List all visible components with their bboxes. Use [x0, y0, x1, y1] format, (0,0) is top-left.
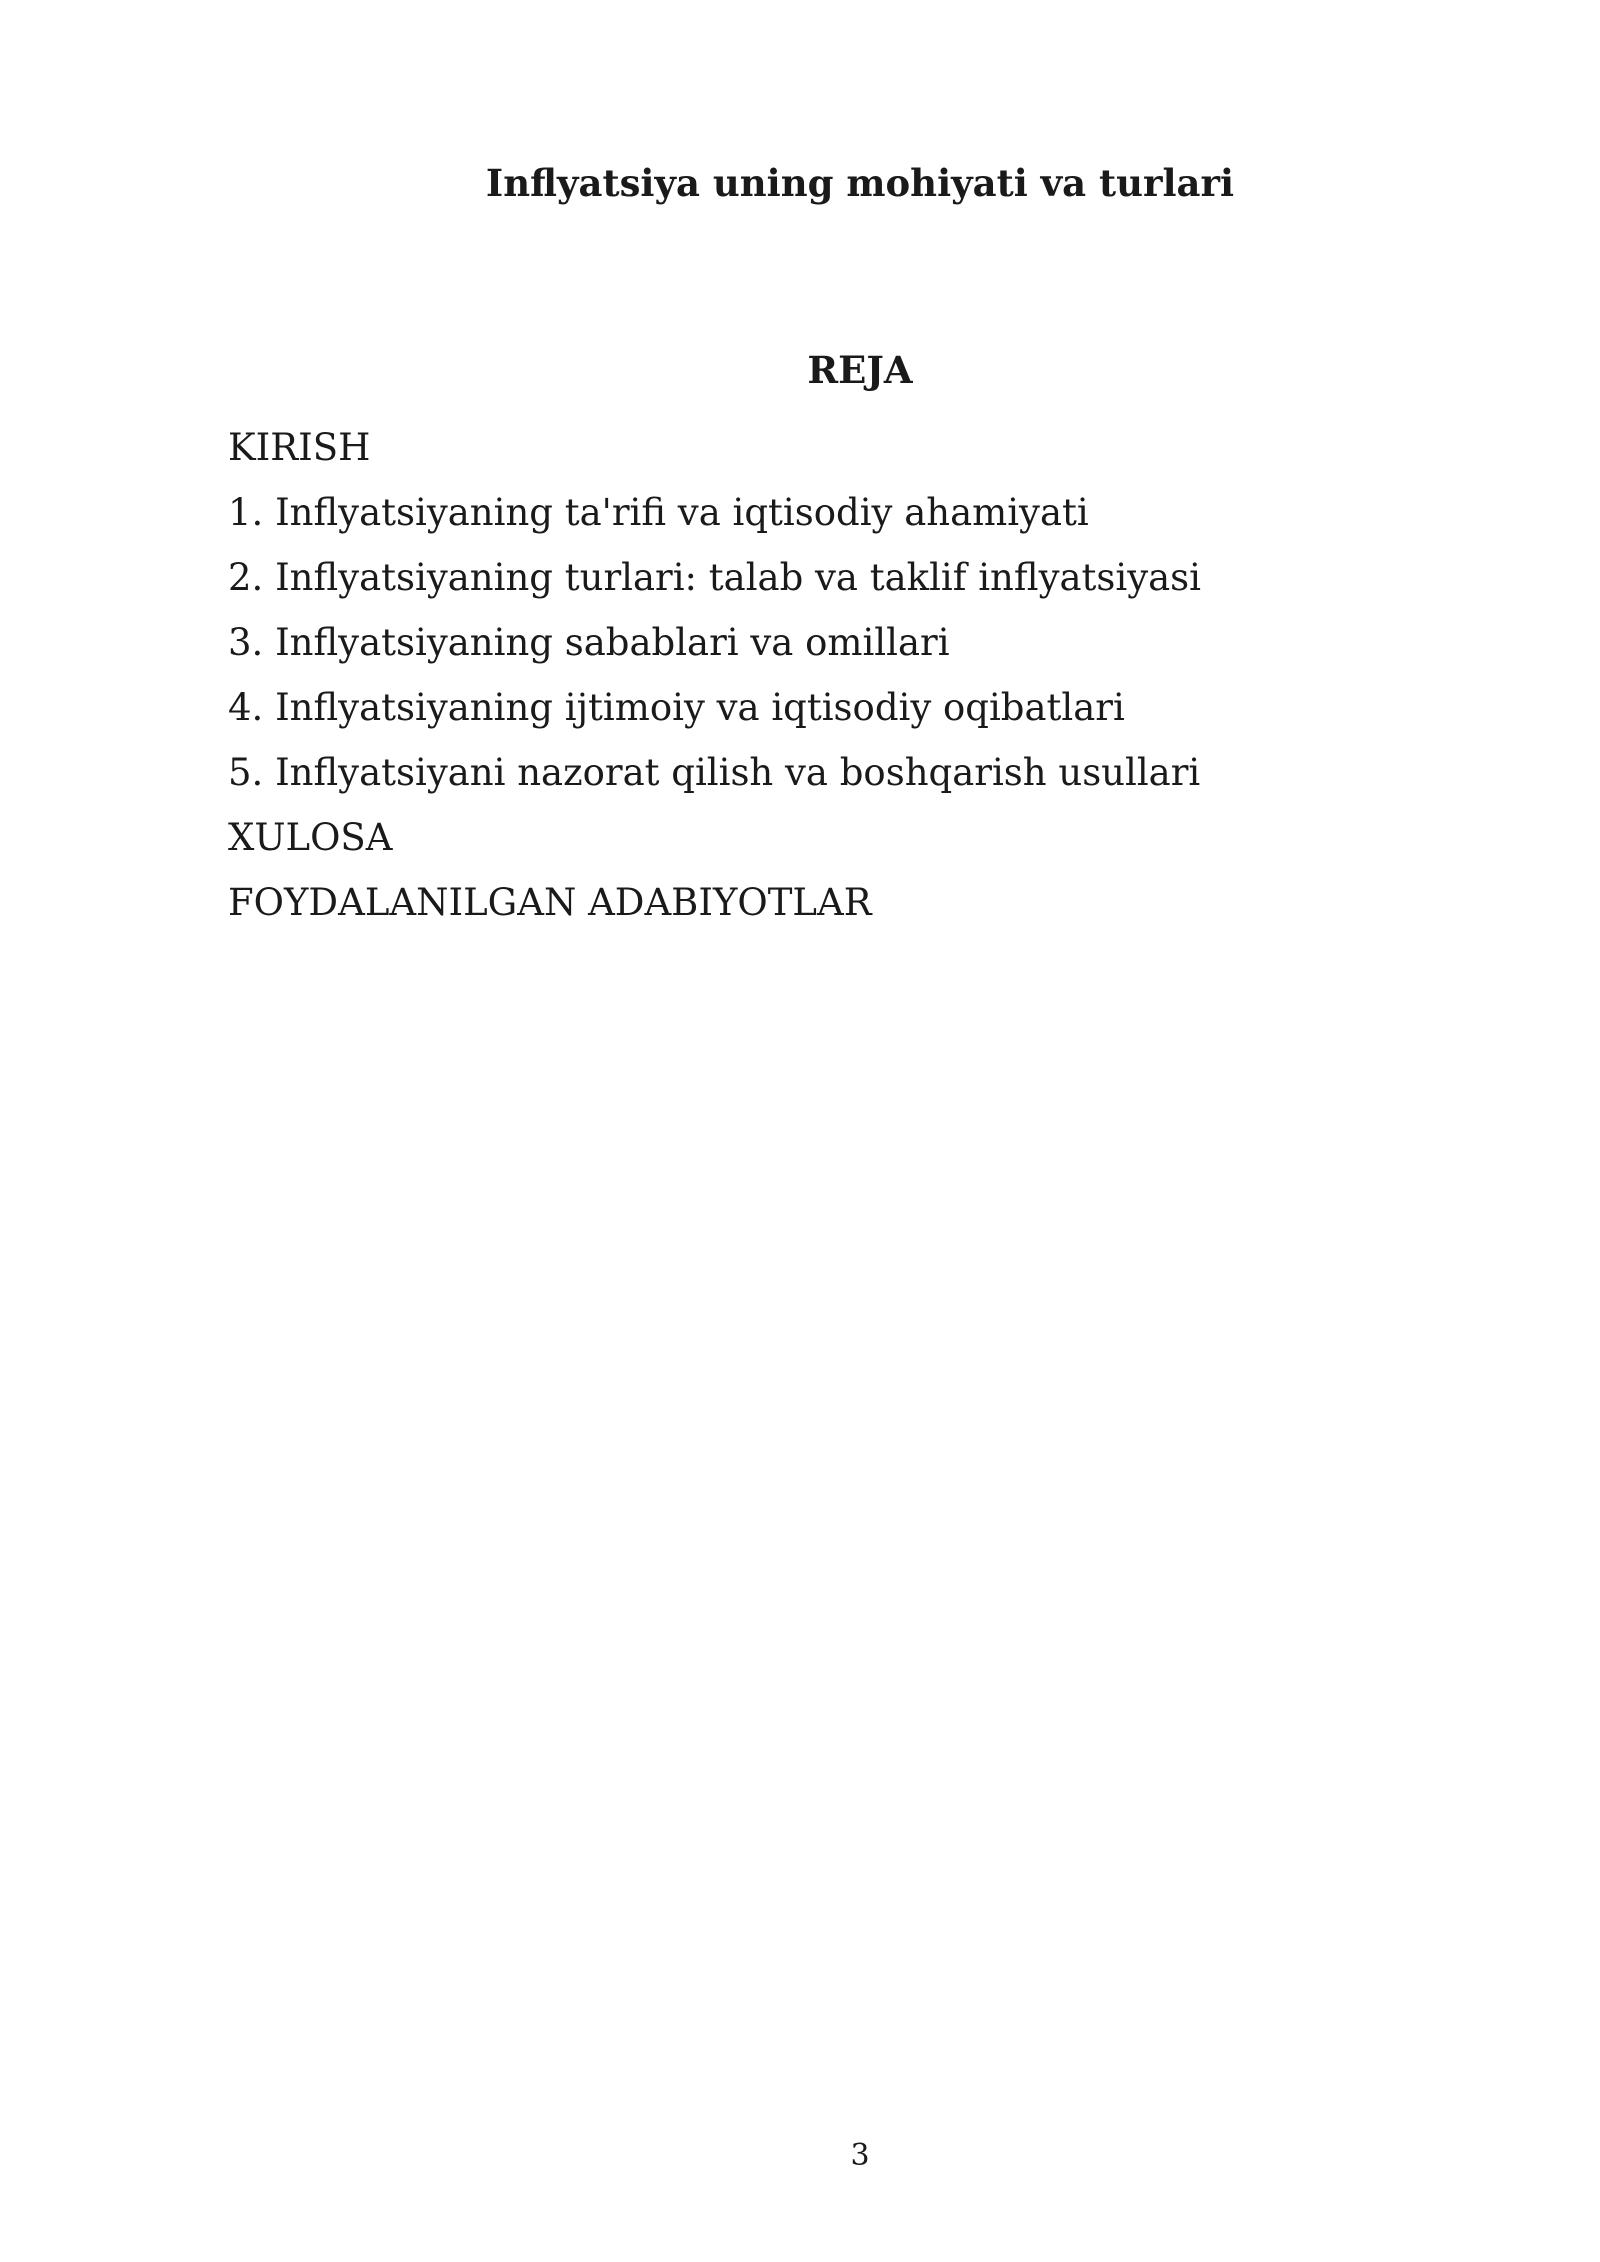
- page-number: 3: [850, 2138, 870, 2173]
- plan-list: [228, 415, 1201, 935]
- plan-item-references: FOYDALANILGAN ADABIYOTLAR: [228, 881, 872, 924]
- plan-item-5: 5. Inflyatsiyani nazorat qilish va boshqarish usullari: [228, 751, 1201, 794]
- plan-item-4: 4. Inflyatsiyaning ijtimoiy va iqtisodiy oqibatlari: [228, 686, 1125, 729]
- plan-item-2: 2. Inflyatsiyaning turlari: talab va taklif inflyatsiyasi: [228, 556, 1202, 599]
- plan-item-conclusion: XULOSA: [228, 816, 393, 859]
- document-title: Inflyatsiya uning mohiyati va turlari: [485, 161, 1235, 205]
- plan-item-1: 1. Inflyatsiyaning ta'rifi va iqtisodiy ahamiyati: [228, 491, 1089, 534]
- plan-item-3: 3. Inflyatsiyaning sabablari va omillari: [228, 621, 950, 664]
- plan-heading: REJA: [807, 348, 913, 392]
- plan-item-introduction: KIRISH: [228, 426, 371, 469]
